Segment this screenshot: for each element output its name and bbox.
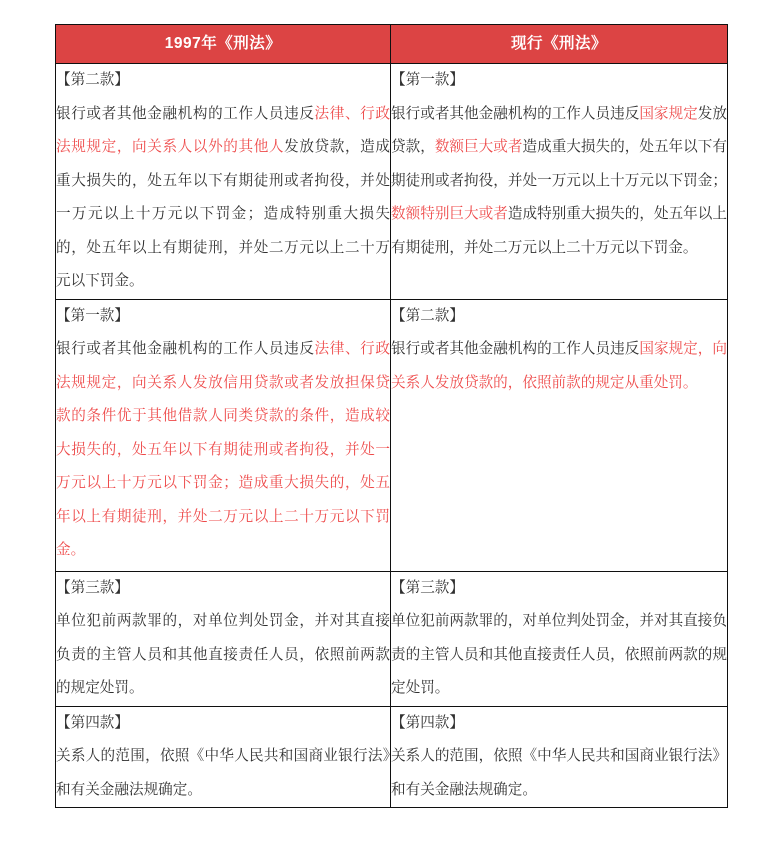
paragraph-label: 【第二款】 — [56, 72, 129, 88]
paragraph-label: 【第三款】 — [56, 579, 129, 596]
table-row — [56, 706, 728, 808]
amended-text-highlight: 法律、行政法规规定，向关系人以外的其他人 — [56, 105, 390, 155]
paragraph-label: 【第三款】 — [391, 579, 464, 596]
table-cell-right — [391, 571, 728, 706]
paragraph-text — [56, 740, 390, 807]
paragraph-text — [391, 333, 727, 400]
table-row — [56, 64, 728, 300]
unchanged-text: 银行或者其他金融机构的工作人员违反 — [56, 341, 315, 357]
amended-text-highlight: 国家规定 — [639, 105, 698, 122]
paragraph-text — [56, 98, 390, 299]
unchanged-text: 造成特别重大损失的，处五年以上有期徒刑，并处二万元以上二十万元以下罚金。 — [391, 206, 727, 256]
unchanged-text: 单位犯前两款罪的，对单位判处罚金，并对其直接负责的主管人员和其他直接责任人员，依照前两款的规定处罚。 — [391, 613, 727, 696]
amended-text-highlight: 国家规定，向关系人发放贷款的，依照前款的规定从重处罚。 — [391, 341, 727, 391]
paragraph-label: 【第四款】 — [56, 714, 129, 731]
paragraph-text — [391, 740, 727, 807]
table-cell-right — [391, 706, 728, 808]
table-header — [56, 25, 728, 64]
table-body — [56, 64, 728, 808]
paragraph-label: 【第四款】 — [391, 714, 464, 731]
unchanged-text: 银行或者其他金融机构的工作人员违反 — [56, 105, 315, 122]
table-cell-left — [56, 64, 391, 300]
table-row — [56, 571, 728, 706]
column-header-current-criminal-law: 现行《刑法》 — [391, 25, 728, 64]
paragraph-label: 【第二款】 — [391, 307, 464, 324]
amended-text-highlight: 法律、行政法规规定，向关系人发放信用贷款或者发放担保贷款的条件优于其他借款人同类贷款的条件，造成较大损失的，处五年以下有期徒刑或者拘役，并处一万元以上十万元以下罚金；造成重大损失的，处五年以上有期徒刑，并处二万元以上二十万元以下罚金。 — [56, 341, 390, 558]
unchanged-text: 银行或者其他金融机构的工作人员违反 — [391, 105, 640, 122]
table-header-row — [56, 25, 728, 64]
paragraph-text — [391, 98, 727, 266]
paragraph-text — [391, 605, 727, 706]
unchanged-text: 造成重大损失的，处五年以下有期徒刑或者拘役，并处一万元以上十万元以下罚金； — [391, 139, 727, 189]
column-header-1997-criminal-law: 1997年《刑法》 — [56, 25, 391, 64]
table-cell-left — [56, 706, 391, 808]
unchanged-text: 发放贷款，造成重大损失的，处五年以下有期徒刑或者拘役，并处一万元以上十万元以下罚金；造成特别重大损失的，处五年以上有期徒刑，并处二万元以上二十万元以下罚金。 — [56, 139, 390, 289]
paragraph-label: 【第一款】 — [391, 72, 464, 88]
unchanged-text: 单位犯前两款罪的，对单位判处罚金，并对其直接负责的主管人员和其他直接责任人员，依照前两款的规定处罚。 — [56, 613, 390, 696]
table-cell-left — [56, 571, 391, 706]
unchanged-text: 关系人的范围，依照《中华人民共和国商业银行法》和有关金融法规确定。 — [56, 748, 390, 798]
criminal-law-comparison-table — [55, 24, 728, 808]
paragraph-label: 【第一款】 — [56, 307, 129, 324]
table-row — [56, 299, 728, 571]
unchanged-text: 发放贷款， — [391, 105, 727, 155]
table-cell-right — [391, 299, 728, 571]
table-cell-left — [56, 299, 391, 571]
unchanged-text: 关系人的范围，依照《中华人民共和国商业银行法》和有关金融法规确定。 — [391, 748, 727, 798]
paragraph-text — [56, 333, 390, 568]
unchanged-text: 银行或者其他金融机构的工作人员违反 — [391, 341, 640, 357]
paragraph-text — [56, 605, 390, 706]
table-cell-right — [391, 64, 728, 300]
amended-text-highlight: 数额特别巨大或者 — [391, 206, 508, 222]
amended-text-highlight: 数额巨大或者 — [434, 139, 523, 155]
